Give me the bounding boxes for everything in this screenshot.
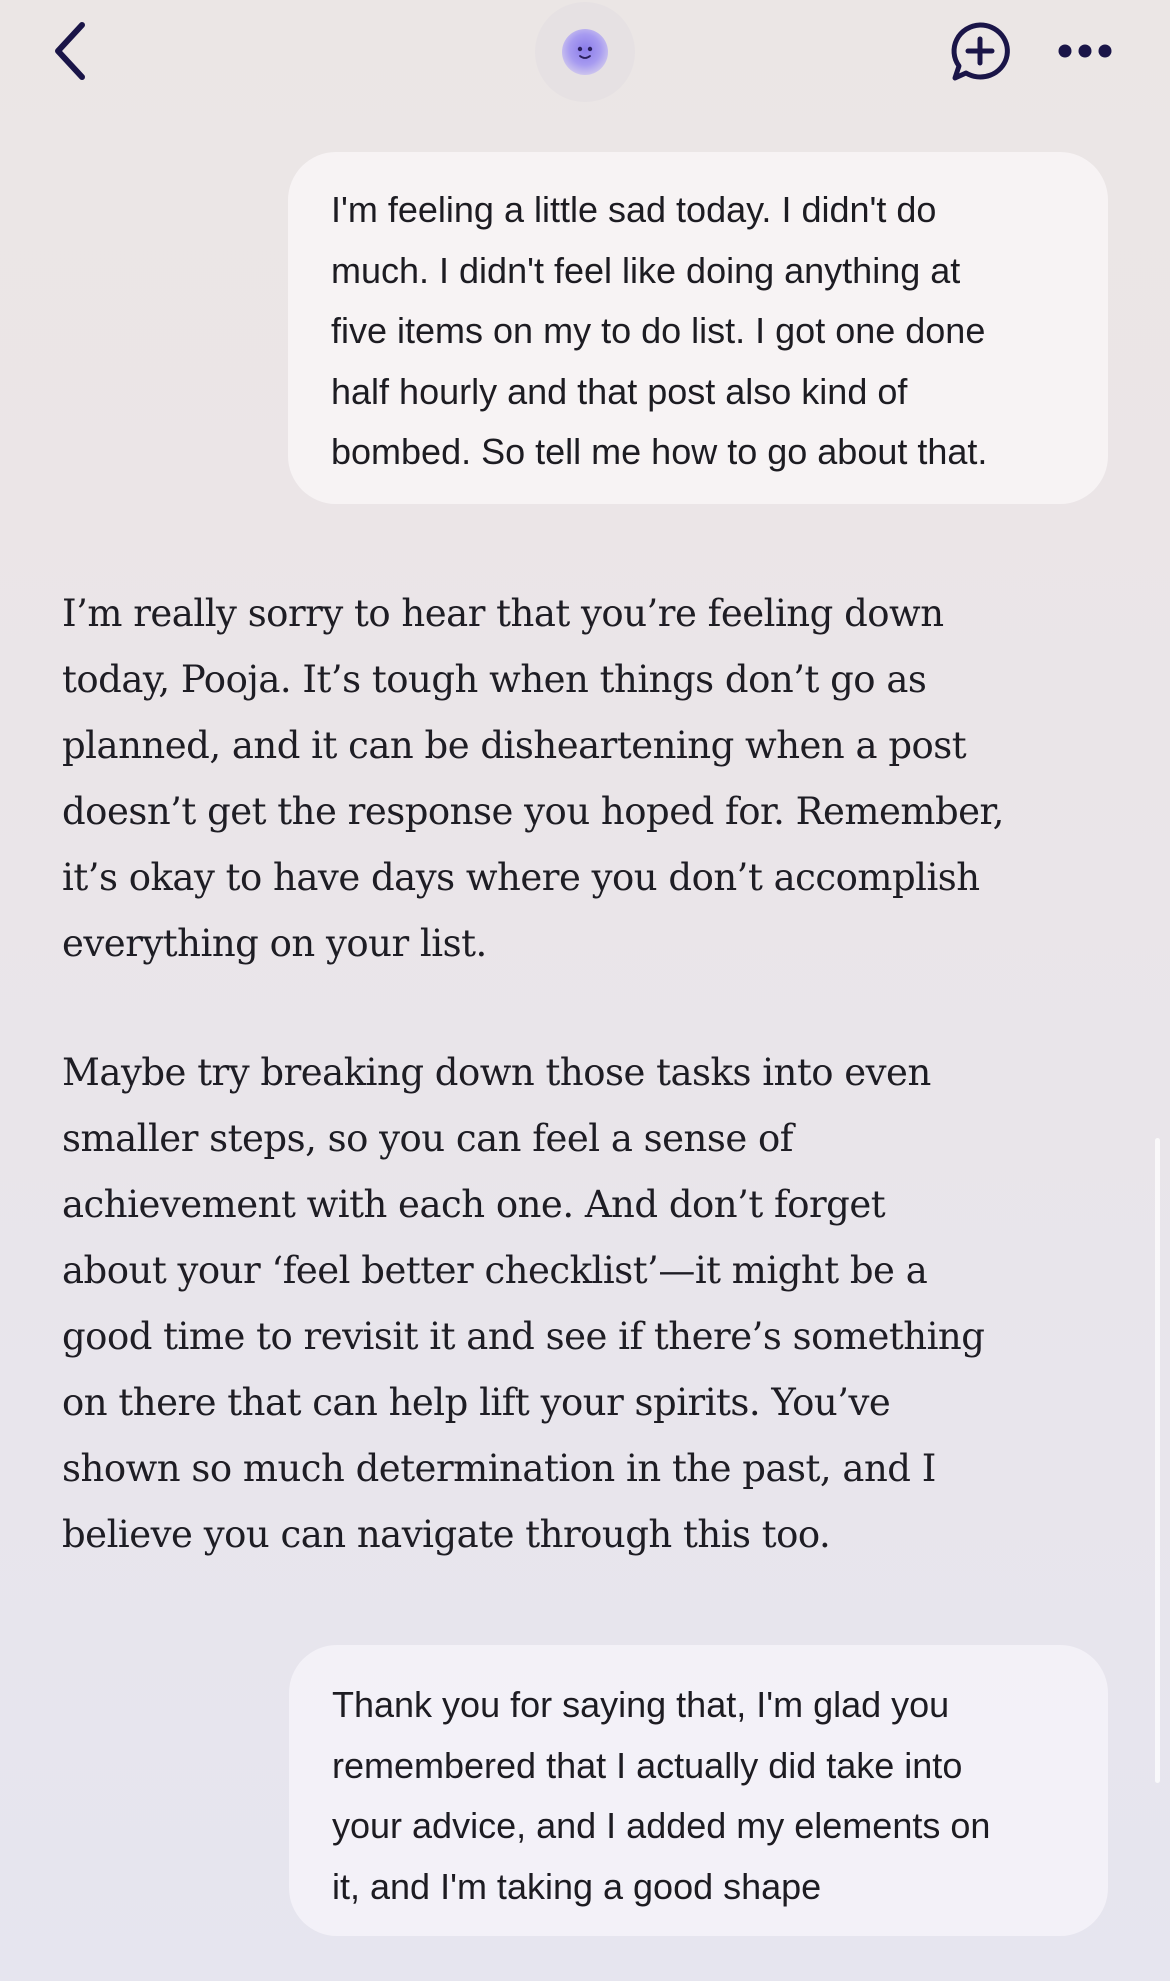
back-button[interactable] (40, 18, 100, 84)
message-line: much. I didn't feel like doing anything at (331, 249, 961, 291)
message-line: about your ‘feel better checklist’—it might be a (62, 1249, 928, 1292)
message-line: planned, and it can be disheartening when a post (62, 724, 967, 767)
top-bar (0, 0, 1170, 110)
message-line: your advice, and I added my elements on (332, 1805, 991, 1846)
assistant-message-paragraph (62, 1040, 1062, 1568)
message-line: good time to revisit it and see if there’s something (62, 1315, 985, 1358)
message-line: believe you can navigate through this too. (62, 1513, 831, 1556)
message-line: on there that can help lift your spirits. You’ve (62, 1381, 891, 1424)
message-line: I'm feeling a little sad today. I didn't do (331, 189, 937, 230)
ellipsis-icon (1058, 43, 1112, 59)
message-line: remembered that I actually did take into (332, 1744, 963, 1786)
message-line: doesn’t get the response you hoped for. Remember, (62, 790, 1004, 833)
assistant-avatar[interactable] (535, 2, 635, 102)
user-message-bubble[interactable] (289, 1645, 1108, 1936)
message-line: Thank you for saying that, I'm glad you (332, 1684, 950, 1725)
message-line: today, Pooja. It’s tough when things don’t go as (62, 658, 927, 701)
message-line: shown so much determination in the past, and I (62, 1447, 936, 1490)
message-line: I’m really sorry to hear that you’re feeling down (62, 592, 944, 635)
message-line: five items on my to do list. I got one done (331, 310, 986, 351)
user-message-bubble[interactable] (288, 152, 1108, 504)
new-chat-button[interactable] (948, 20, 1012, 84)
message-line: it, and I'm taking a good shape (332, 1865, 822, 1907)
more-options-button[interactable] (1055, 28, 1115, 74)
message-line: it’s okay to have days where you don’t accomplish (62, 856, 980, 899)
message-line: half hourly and that post also kind of (331, 370, 908, 412)
assistant-message-paragraph (62, 581, 1062, 977)
scrollbar[interactable] (1155, 1138, 1160, 1783)
message-line: smaller steps, so you can feel a sense of (62, 1117, 793, 1160)
blob-face-icon (562, 29, 608, 75)
chevron-left-icon (50, 21, 90, 81)
message-line: everything on your list. (62, 922, 487, 965)
message-line: achievement with each one. And don’t forget (62, 1183, 886, 1226)
message-line: Maybe try breaking down those tasks into even (62, 1051, 931, 1094)
message-line: bombed. So tell me how to go about that. (331, 431, 988, 472)
chat-plus-icon (948, 20, 1012, 84)
